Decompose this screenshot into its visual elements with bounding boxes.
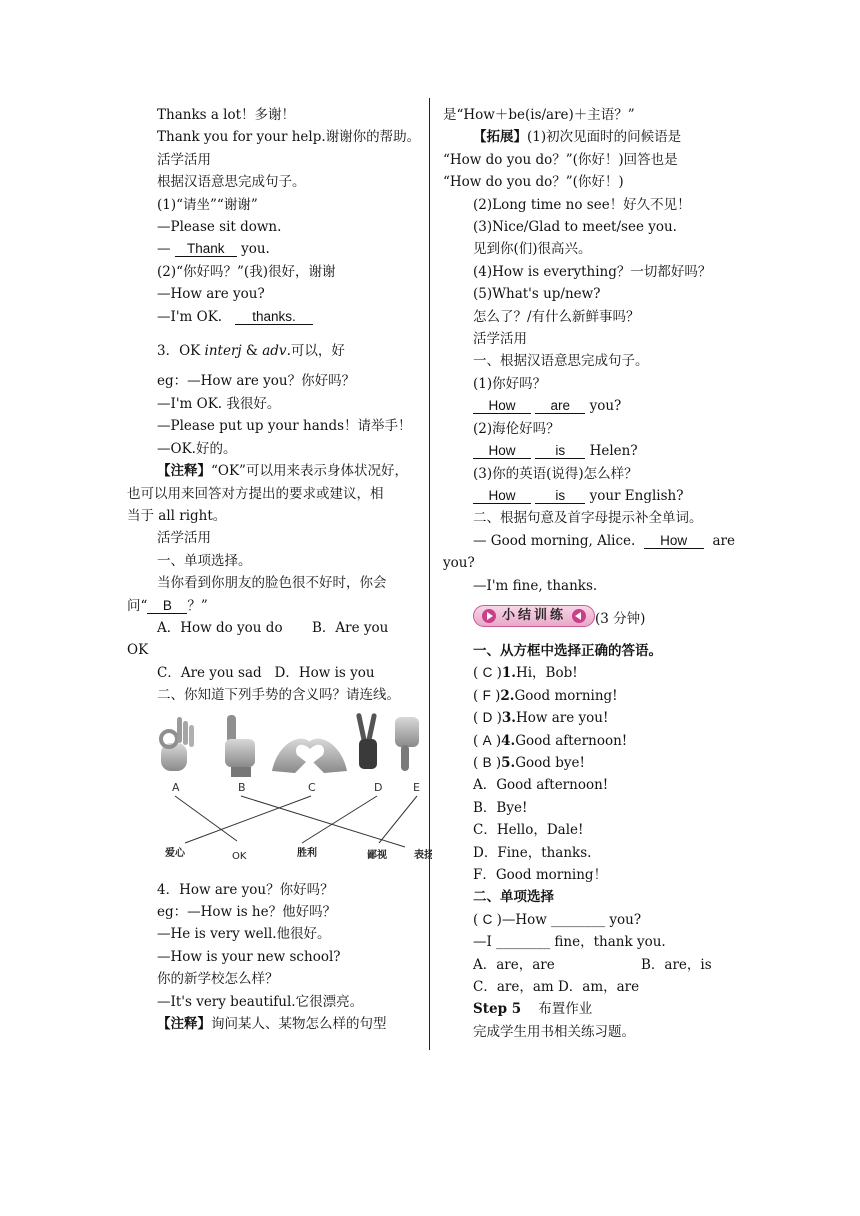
options: OK [127,642,149,659]
example: —It's very beautiful.它很漂亮。 [157,993,364,1010]
text-line: (1)“请坐”“谢谢” [157,196,258,213]
options: A．How do you do B．Are you [157,619,389,636]
answer-blank: Thank [175,241,237,257]
summary-banner: 小结训练 [473,605,595,627]
extension: “How do you do？”(你好！) [443,174,624,191]
answer-line: — Good morning, Alice. How are [473,532,735,549]
options: C．are，am D．am，are [473,979,640,996]
gesture-word-love: 爱心 [165,847,185,859]
section-heading: 活学活用 [473,331,527,348]
gesture-illustration [127,711,432,871]
step-heading: Step 5 布置作业 [473,1001,593,1018]
right-column [443,104,735,1043]
example: eg：—How are you？你好吗？ [157,373,356,390]
answer-blank: B [147,598,187,614]
instruction: 二、你知道下列手势的含义吗？请连线。 [157,687,400,704]
instruction: 一、根据汉语意思完成句子。 [473,353,649,370]
question: ( C )—How ________ you? [473,911,642,928]
example: —How is your new school? [157,948,341,965]
gesture-letter-a: A [172,780,180,794]
answer-item: ( D )3.How are you! [473,710,609,727]
gesture-letter-e: E [413,780,420,794]
answer-blank: thanks. [235,309,313,325]
question: —I ________ fine，thank you. [473,934,666,951]
answer-blank: are [535,398,585,414]
example: —He is very well.他很好。 [157,926,331,943]
option: D．Fine，thanks. [473,844,592,861]
section-heading: 二、单项选择 [473,889,554,906]
gesture-word-ok: OK [232,850,247,862]
text-line: you? [443,555,475,572]
gesture-word-contempt: 鄙视 [367,849,387,861]
summary-banner-row: 小结训练 (3 分钟) [443,605,735,632]
note: 【注释】询问某人、某物怎么样的句型 [157,1016,387,1032]
example: —I'm OK. 我很好。 [157,395,281,412]
question: (2)海伦好吗？ [473,420,560,437]
extension: “How do you do？”(你好！)回答也是 [443,151,678,168]
text-line: (2)“你好吗？”(我)很好，谢谢 [157,263,336,280]
question: 当你看到你朋友的脸色很不好时，你会 [157,575,387,592]
item-heading: 3．OK interj & adv.可以，好 [157,343,345,360]
answer-line: How is Helen? [443,440,735,462]
answer-blank: How [644,533,704,549]
instruction: 根据汉语意思完成句子。 [157,174,306,191]
question: 问“ B ？” [127,597,208,614]
answer-line: How is your English? [443,485,735,507]
text-line: (4)How is everything？一切都好吗？ [473,263,712,280]
note: 当于 all right。 [127,507,227,524]
instruction: 二、根据句意及首字母提示补全单词。 [473,510,703,527]
text-line: —Please sit down. [157,219,282,236]
extension: 【拓展】(1)初次见面时的问候语是 [473,129,682,146]
column-divider [429,98,430,1050]
option: A．Good afternoon! [473,777,609,794]
note: 【注释】“OK”可以用来表示身体状况好， [157,463,408,480]
example: eg：—How is he？他好吗？ [157,903,337,920]
question: (3)你的英语(说得)怎么样？ [473,465,638,482]
text-line: Thanks a lot！多谢！ [157,107,296,123]
ok-hand-icon [161,717,194,771]
section-heading: 活学活用 [157,151,211,168]
gesture-letter-b: B [238,780,246,794]
section-heading: 一、从方框中选择正确的答语。 [473,642,662,659]
text-line: (2)Long time no see！好久不见！ [473,196,691,213]
note: 也可以用来回答对方提出的要求或建议，相 [127,485,384,502]
answer-item: ( C )1.Hi，Bob! [473,665,578,682]
text-line: 是“How＋be(is/are)＋主语？” [443,107,635,123]
answer-blank: is [535,443,585,459]
example: —Please put up your hands！请举手！ [157,418,412,435]
text-line: 见到你(们)很高兴。 [473,241,592,258]
thumbs-down-icon [395,717,419,771]
answer-blank: How [473,443,531,459]
section-heading: 活学活用 [157,530,211,547]
left-column [127,104,432,1035]
gesture-figure [127,711,432,871]
arrow-right-icon [482,609,496,623]
instruction: 一、单项选择。 [157,552,252,569]
matching-lines [175,796,417,847]
homework: 完成学生用书相关练习题。 [473,1023,635,1040]
text-line: —How are you? [157,286,265,303]
gesture-word-victory: 胜利 [297,847,317,859]
gesture-word-praise: 表扬 [414,849,432,861]
question: (1)你好吗？ [473,375,547,392]
answer-line: How are you? [443,395,735,417]
thumbs-up-icon [225,715,255,777]
gesture-letter-c: C [308,780,316,794]
text-line: (3)Nice/Glad to meet/see you. [473,219,677,236]
answer-item: ( A )4.Good afternoon! [473,732,628,749]
text-line: Thank you for your help.谢谢你的帮助。 [157,129,421,146]
text-line: 怎么了？/有什么新鲜事吗？ [473,308,640,325]
answer-blank: is [535,488,585,504]
answer-item: ( B )5.Good bye! [473,754,585,771]
options: C．Are you sad D．How is you [157,664,375,681]
heart-hands-icon [272,738,347,772]
victory-hand-icon [356,712,377,768]
item-heading: 4．How are you？你好吗？ [157,881,334,898]
text-line: —I'm fine, thanks. [473,577,598,594]
options: A．are，are B．are，is [473,956,712,973]
text-line: — Thank you. [157,241,270,258]
arrow-left-icon [572,609,586,623]
answer-item: ( F )2.Good morning! [473,687,618,704]
answer-blank: How [473,488,531,504]
answer-blank: How [473,398,531,414]
gesture-letter-d: D [374,780,383,794]
text-line: —I'm OK. thanks. [127,306,419,328]
option: B．Bye! [473,799,528,816]
option: F．Good morning！ [473,867,608,883]
text-line: (5)What's up/new? [473,286,601,303]
example: 你的新学校怎么样？ [157,971,279,988]
option: C．Hello，Dale! [473,822,584,839]
example: —OK.好的。 [157,440,237,457]
